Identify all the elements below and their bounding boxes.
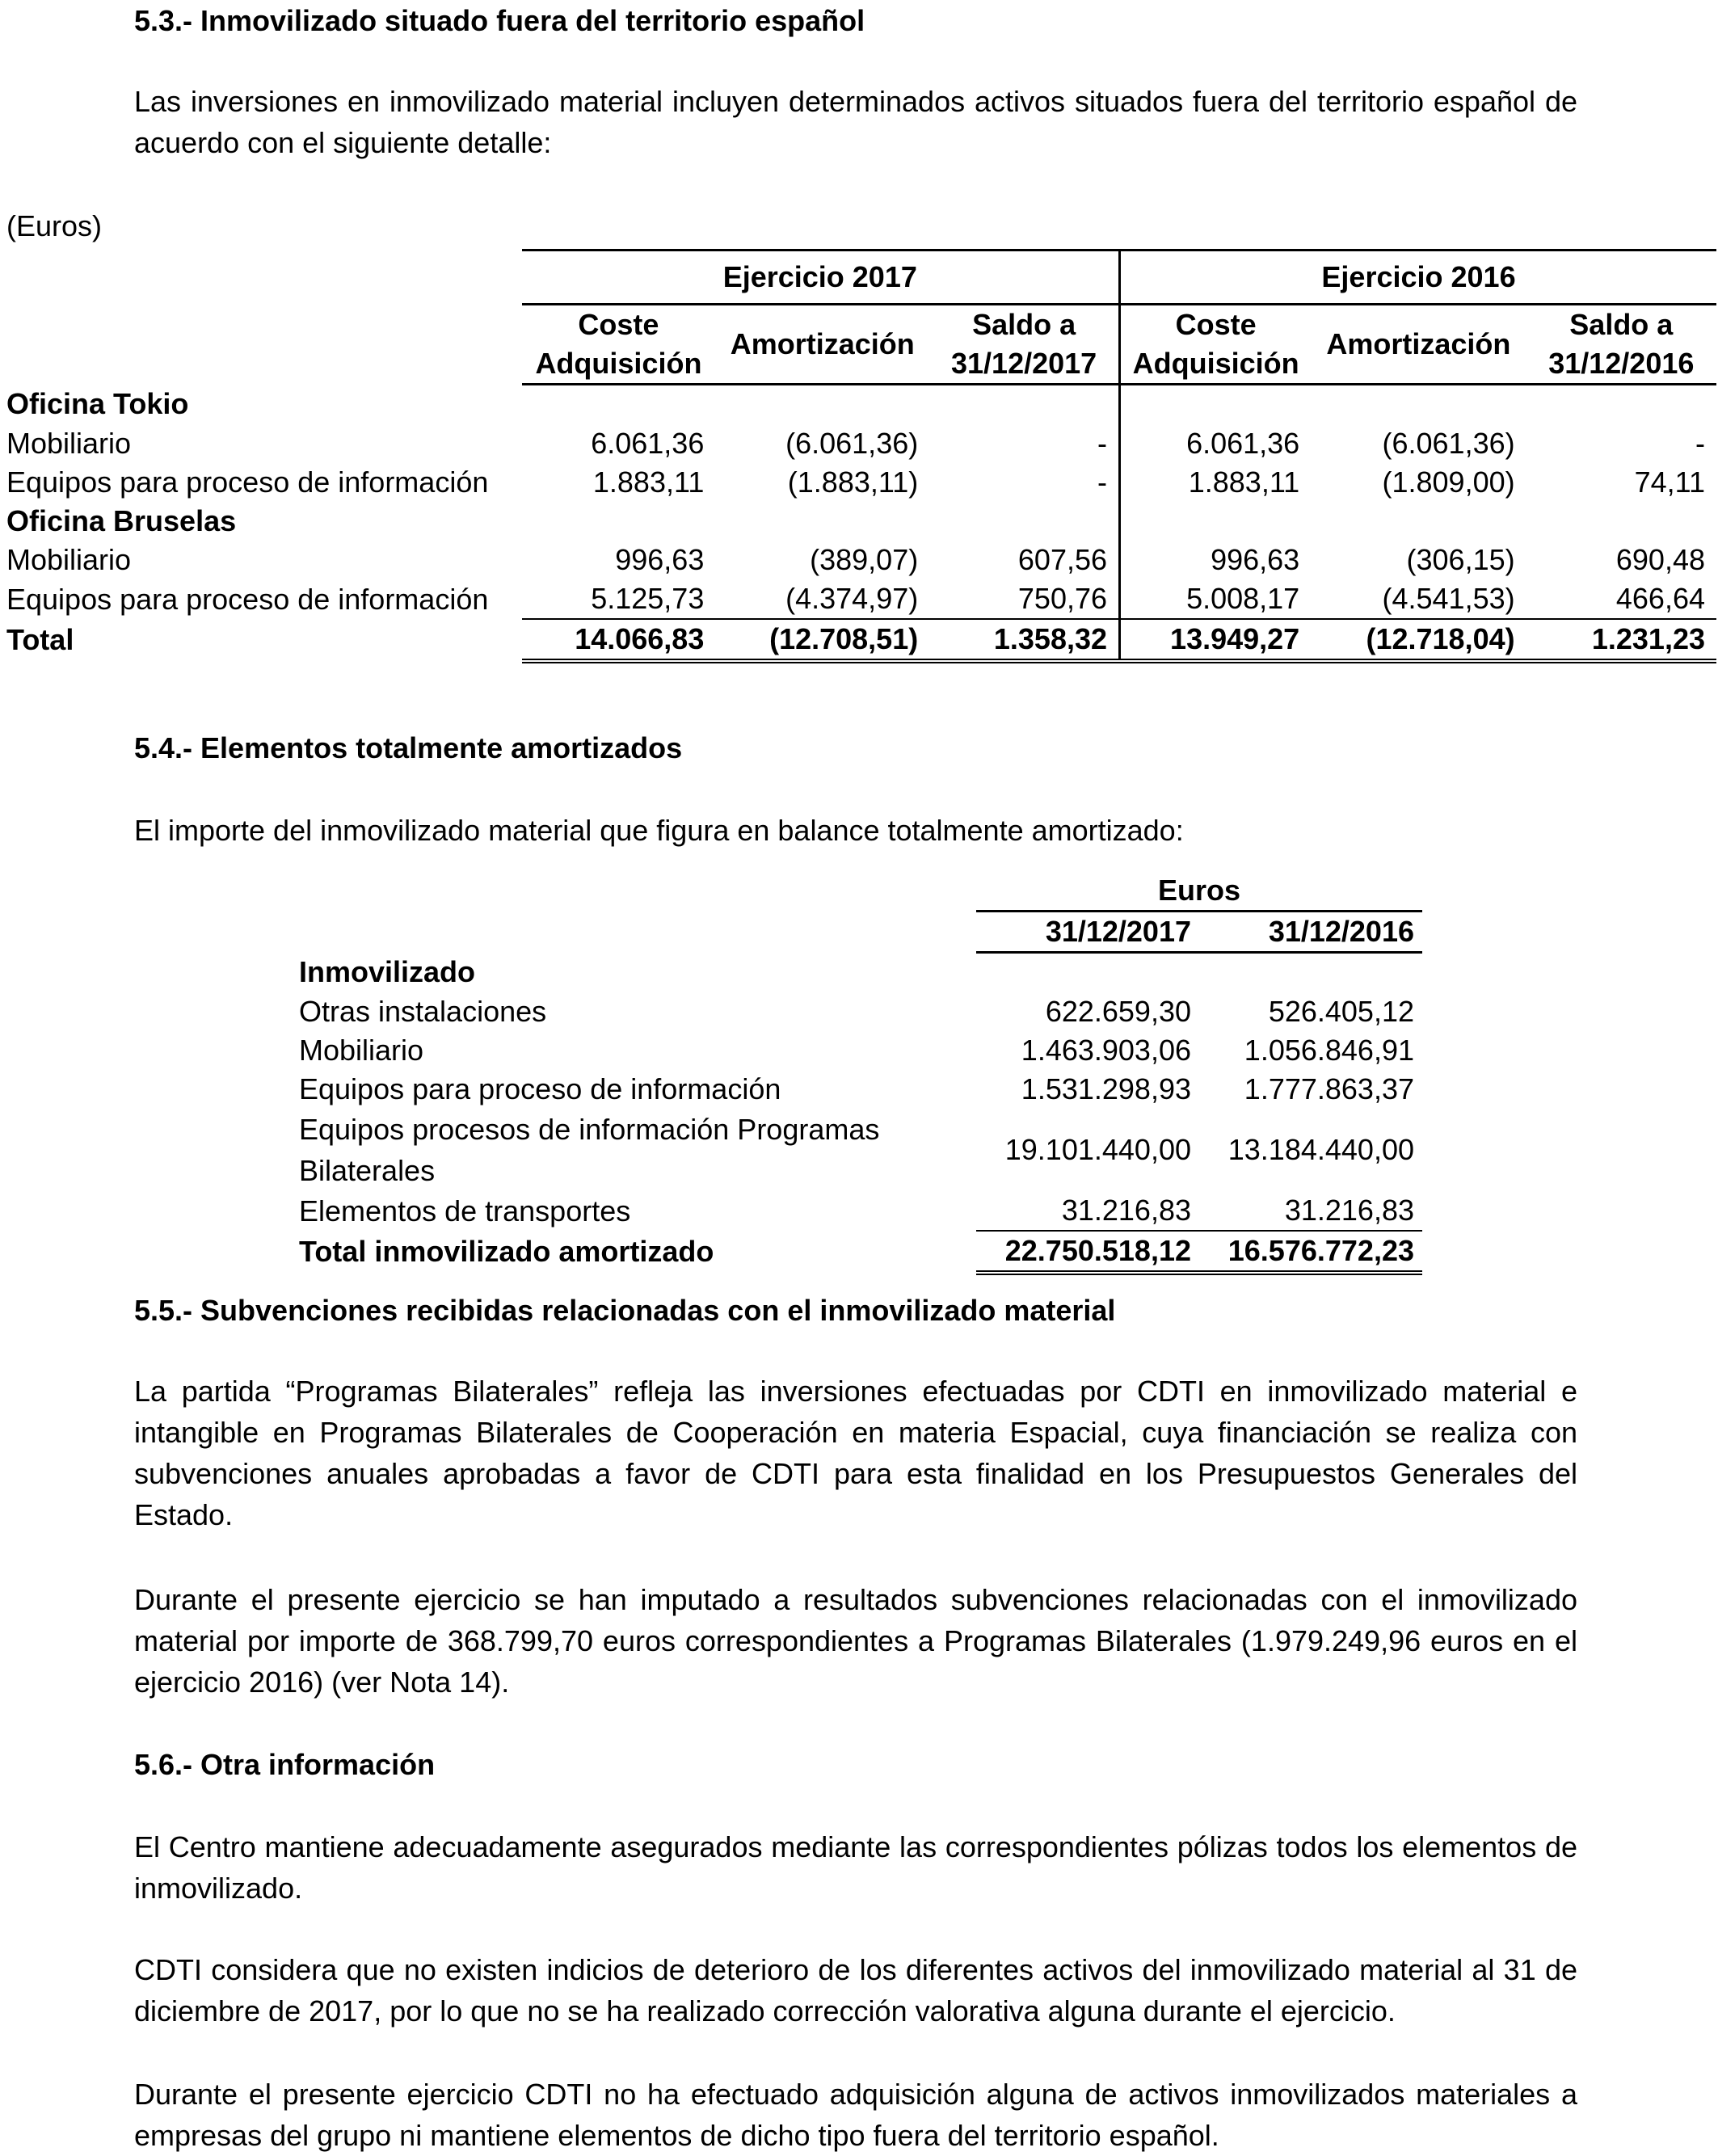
section-5-4-heading: 5.4.- Elementos totalmente amortizados <box>134 731 683 764</box>
cell-value: 996,63 <box>1120 541 1312 579</box>
cell-value <box>929 502 1119 541</box>
cell-value <box>1311 385 1526 425</box>
cell-value: 750,76 <box>929 579 1119 619</box>
cell-value: 526.405,12 <box>1268 995 1414 1028</box>
cell-value <box>929 385 1119 425</box>
cell-value: (389,07) <box>810 543 919 576</box>
table-row <box>6 541 1716 579</box>
cell-value: (4.374,97) <box>715 579 929 619</box>
section-5-5-p2: Durante el presente ejercicio se han imputado a resultados subvenciones relacionadas con el inmovilizado material por importe de 368.799,70 euros correspondientes a Programas Bilaterales (1.979.249,96 euros en el ejercicio 2016) (ver Nota 14). <box>134 1583 1577 1699</box>
cell-value: (12.708,51) <box>715 619 929 661</box>
section-5-5-heading: 5.5.- Subvenciones recibidas relacionadas con el inmovilizado material <box>134 1294 1116 1327</box>
offices-assets-table <box>6 249 1716 663</box>
cell-value <box>522 502 716 541</box>
group-header-2017: Ejercicio 2017 <box>522 251 1120 305</box>
cell-value: 16.576.772,23 <box>1199 1231 1422 1273</box>
col-2017: 31/12/2017 <box>976 912 1199 953</box>
cell-value: 622.659,30 <box>1045 995 1191 1028</box>
table-row <box>6 619 1716 661</box>
offices-assets-body <box>6 385 1716 662</box>
table-row <box>299 1031 1422 1070</box>
col-amort-2016: Amortización <box>1311 305 1526 385</box>
cell-value: 5.008,17 <box>1120 579 1312 619</box>
table-row <box>6 424 1716 463</box>
row-label: Oficina Bruselas <box>6 504 237 537</box>
cell-value <box>715 502 929 541</box>
row-label: Equipos para proceso de información <box>6 582 489 616</box>
cell-value: 6.061,36 <box>1120 424 1312 463</box>
cell-value: 1.777.863,37 <box>1244 1072 1414 1105</box>
table-row <box>299 1191 1422 1231</box>
col-saldo-2017: Saldo a 31/12/2017 <box>929 305 1119 385</box>
table-row <box>6 502 1716 541</box>
cell-value: 607,56 <box>1017 543 1108 576</box>
cell-value: - <box>1097 427 1108 460</box>
cell-value: 1.231,23 <box>1526 619 1716 661</box>
cell-value: 14.066,83 <box>522 619 716 661</box>
section-5-4-intro: El importe del inmovilizado material que figura en balance totalmente amortizado: <box>134 814 1184 847</box>
section-5-3-heading: 5.3.- Inmovilizado situado fuera del territorio español <box>134 4 865 37</box>
table-row <box>299 1231 1422 1273</box>
section-5-3-intro: Las inversiones en inmovilizado material incluyen determinados activos situados fuera del territorio español de acuerdo con el siguiente detalle: <box>134 85 1577 159</box>
cell-value: 31.216,83 <box>976 1191 1199 1231</box>
cell-value <box>1311 502 1526 541</box>
row-label: Equipos para proceso de información <box>299 1072 781 1105</box>
table-subheader-row <box>6 305 1716 385</box>
table-row <box>299 992 1422 1031</box>
row-label: Equipos procesos de información Programas Bilaterales <box>299 1113 880 1187</box>
table-row <box>6 463 1716 502</box>
cell-value <box>1199 953 1422 993</box>
col-amort-2017: Amortización <box>715 305 929 385</box>
cell-value: - <box>1097 465 1108 499</box>
row-label: Otras instalaciones <box>299 995 547 1028</box>
row-label: Total inmovilizado amortizado <box>299 1235 714 1268</box>
row-label: Mobiliario <box>6 543 132 576</box>
cell-value <box>1120 502 1312 541</box>
cell-value: (4.541,53) <box>1311 579 1526 619</box>
table-row <box>299 953 1422 993</box>
cell-value <box>715 385 929 425</box>
group-header-euros: Euros <box>976 871 1422 912</box>
section-5-6-p2: CDTI considera que no existen indicios de deterioro de los diferentes activos del inmovilizado material al 31 de diciembre de 2017, por lo que no se ha realizado corrección valorativa alguna durante el ejercicio. <box>134 1953 1577 2028</box>
col-saldo-2016: Saldo a 31/12/2016 <box>1526 305 1716 385</box>
cell-value <box>1120 385 1312 425</box>
cell-value: 74,11 <box>1634 465 1705 499</box>
cell-value: 1.883,11 <box>1120 463 1312 502</box>
cell-value: 690,48 <box>1615 543 1705 576</box>
cell-value <box>1526 385 1716 425</box>
cell-value: - <box>1695 427 1705 460</box>
fully-amortized-table <box>299 871 1422 1275</box>
table-row <box>299 1109 1422 1191</box>
row-label: Mobiliario <box>299 1034 424 1067</box>
table-row <box>6 579 1716 619</box>
col-2016: 31/12/2016 <box>1199 912 1422 953</box>
cell-value: 1.883,11 <box>592 465 705 499</box>
cell-value: (6.061,36) <box>785 427 919 460</box>
cell-value: (1.883,11) <box>787 465 919 499</box>
cell-value: 996,63 <box>615 543 705 576</box>
col-coste-2017: Coste Adquisición <box>522 305 716 385</box>
col-coste-2016: Coste Adquisición <box>1120 305 1312 385</box>
cell-value: 1.531.298,93 <box>1021 1072 1191 1105</box>
cell-value: 466,64 <box>1526 579 1716 619</box>
cell-value <box>522 385 716 425</box>
row-label: Total <box>6 623 74 656</box>
cell-value: 6.061,36 <box>591 427 705 460</box>
cell-value: 22.750.518,12 <box>976 1231 1199 1273</box>
cell-value: 1.056.846,91 <box>1244 1034 1414 1067</box>
section-5-6-p3: Durante el presente ejercicio CDTI no ha efectuado adquisición alguna de activos inmovilizados materiales a empresas del grupo ni mantiene elementos de dicho tipo fuera del territorio español. <box>134 2078 1577 2152</box>
cell-value: (12.718,04) <box>1311 619 1526 661</box>
row-label: Elementos de transportes <box>299 1194 631 1227</box>
section-5-6-p1: El Centro mantiene adecuadamente asegurados mediante las correspondientes pólizas todos los elementos de inmovilizado. <box>134 1830 1577 1905</box>
cell-value: 5.125,73 <box>522 579 716 619</box>
cell-value: (1.809,00) <box>1382 465 1515 499</box>
row-label: Equipos para proceso de información <box>6 465 489 499</box>
section-5-6-heading: 5.6.- Otra información <box>134 1748 436 1781</box>
table-group-header-row <box>6 251 1716 305</box>
cell-value: 13.949,27 <box>1120 619 1312 661</box>
cell-value <box>976 953 1199 993</box>
cell-value: 19.101.440,00 <box>1004 1133 1191 1166</box>
row-label: Inmovilizado <box>299 955 476 989</box>
table-row <box>6 385 1716 425</box>
fully-amortized-body <box>299 953 1422 1274</box>
cell-value: (306,15) <box>1406 543 1515 576</box>
section-5-5-p1: La partida “Programas Bilaterales” refleja las inversiones efectuadas por CDTI en inmovilizado material e intangible en Programas Bilaterales de Cooperación en materia Espacial, cuya financiación se realiza con subvenciones anuales aprobadas a favor de CDTI para esta finalidad en los Presupuestos Generales del Estado. <box>134 1375 1577 1531</box>
cell-value: 31.216,83 <box>1199 1191 1422 1231</box>
table-row <box>299 1070 1422 1109</box>
cell-value: 1.358,32 <box>929 619 1119 661</box>
row-label: Mobiliario <box>6 427 132 460</box>
group-header-2016: Ejercicio 2016 <box>1120 251 1716 305</box>
row-label: Oficina Tokio <box>6 387 189 421</box>
cell-value: (6.061,36) <box>1382 427 1515 460</box>
unit-label: (Euros) <box>6 209 103 242</box>
cell-value: 1.463.903,06 <box>1021 1034 1191 1067</box>
cell-value: 13.184.440,00 <box>1227 1133 1414 1166</box>
cell-value <box>1526 502 1716 541</box>
